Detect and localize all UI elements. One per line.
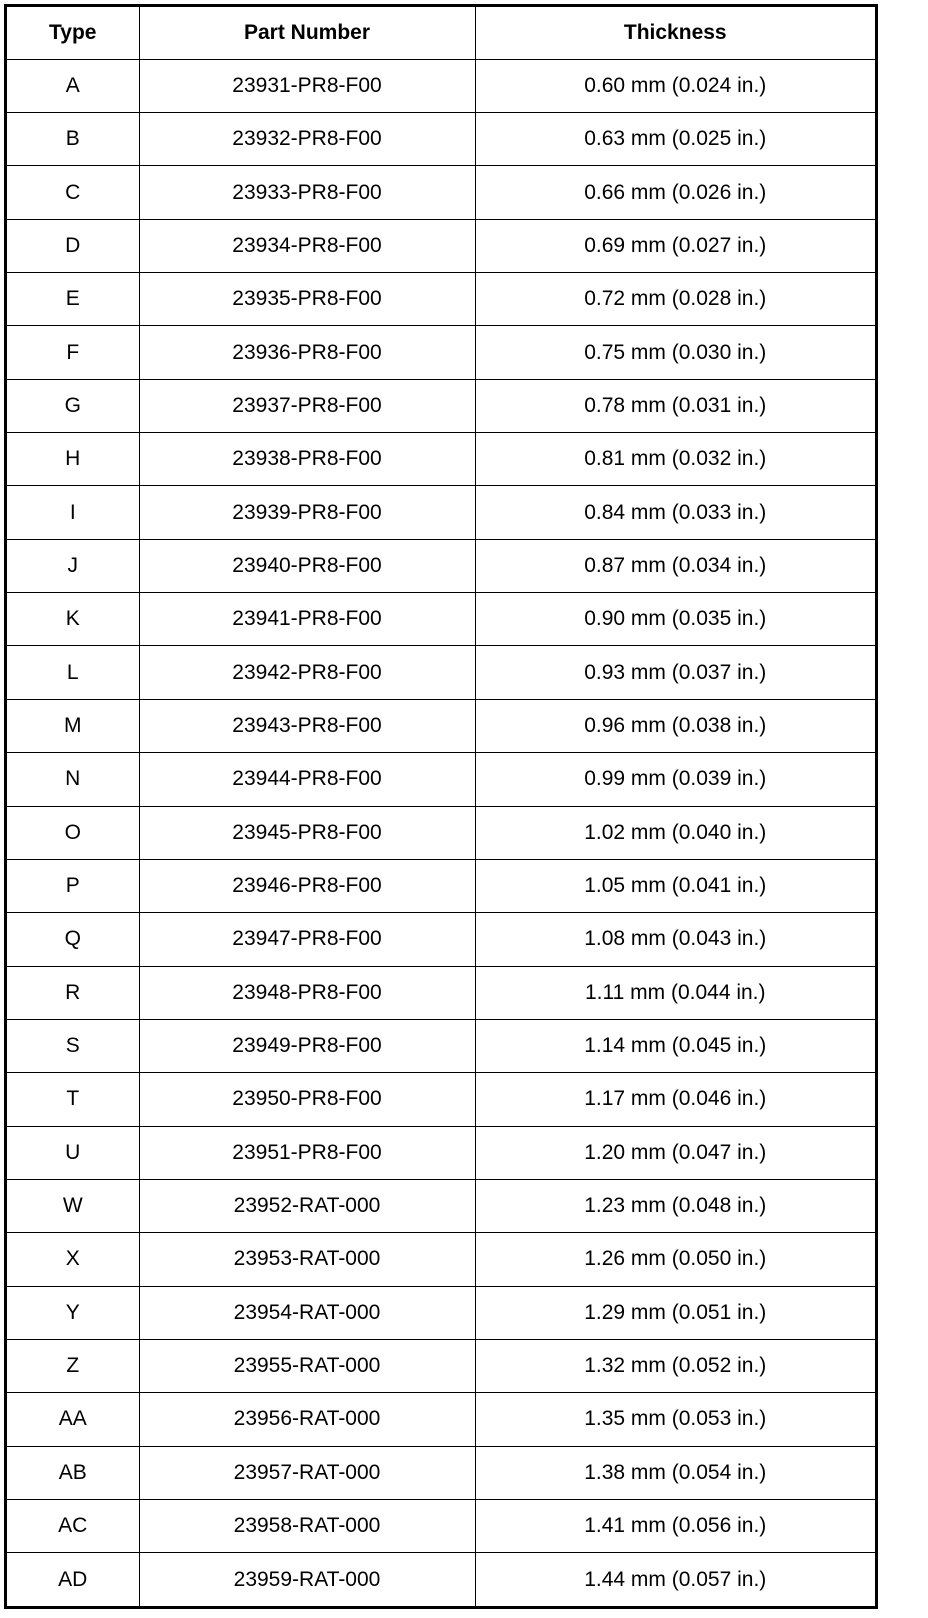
cell-part-number: 23939-PR8-F00 [139, 486, 475, 539]
cell-type: C [7, 166, 139, 219]
cell-thickness: 0.99 mm (0.039 in.) [475, 753, 875, 806]
table-row [7, 1499, 875, 1552]
table-row [7, 1286, 875, 1339]
cell-part-number: 23954-RAT-000 [139, 1286, 475, 1339]
cell-part-number: 23935-PR8-F00 [139, 273, 475, 326]
cell-type: S [7, 1019, 139, 1072]
cell-thickness: 1.32 mm (0.052 in.) [475, 1339, 875, 1392]
cell-thickness: 0.87 mm (0.034 in.) [475, 539, 875, 592]
cell-part-number: 23938-PR8-F00 [139, 433, 475, 486]
cell-part-number: 23951-PR8-F00 [139, 1126, 475, 1179]
table-row [7, 379, 875, 432]
cell-type: H [7, 433, 139, 486]
cell-thickness: 0.63 mm (0.025 in.) [475, 113, 875, 166]
table-row [7, 1339, 875, 1392]
cell-thickness: 1.02 mm (0.040 in.) [475, 806, 875, 859]
cell-thickness: 1.05 mm (0.041 in.) [475, 859, 875, 912]
cell-type: AD [7, 1553, 139, 1606]
table-row [7, 913, 875, 966]
cell-type: W [7, 1179, 139, 1232]
cell-part-number: 23953-RAT-000 [139, 1233, 475, 1286]
cell-type: X [7, 1233, 139, 1286]
cell-thickness: 0.90 mm (0.035 in.) [475, 593, 875, 646]
table-header-row [7, 7, 875, 59]
cell-type: Y [7, 1286, 139, 1339]
table-row [7, 59, 875, 112]
cell-part-number: 23933-PR8-F00 [139, 166, 475, 219]
cell-thickness: 1.41 mm (0.056 in.) [475, 1499, 875, 1552]
cell-thickness: 0.69 mm (0.027 in.) [475, 219, 875, 272]
column-header-part-number: Part Number [139, 7, 475, 59]
cell-thickness: 0.81 mm (0.032 in.) [475, 433, 875, 486]
cell-type: AA [7, 1393, 139, 1446]
table-row [7, 806, 875, 859]
cell-part-number: 23949-PR8-F00 [139, 1019, 475, 1072]
table-row [7, 1179, 875, 1232]
table-row [7, 113, 875, 166]
cell-type: K [7, 593, 139, 646]
table-row [7, 1019, 875, 1072]
cell-part-number: 23948-PR8-F00 [139, 966, 475, 1019]
table-row [7, 486, 875, 539]
cell-type: G [7, 379, 139, 432]
table-row [7, 1073, 875, 1126]
cell-type: O [7, 806, 139, 859]
table-row [7, 326, 875, 379]
cell-type: Z [7, 1339, 139, 1392]
table-row [7, 593, 875, 646]
cell-thickness: 1.44 mm (0.057 in.) [475, 1553, 875, 1606]
cell-part-number: 23937-PR8-F00 [139, 379, 475, 432]
column-header-type: Type [7, 7, 139, 59]
table-row [7, 433, 875, 486]
cell-type: T [7, 1073, 139, 1126]
cell-part-number: 23959-RAT-000 [139, 1553, 475, 1606]
table-row [7, 539, 875, 592]
cell-thickness: 1.38 mm (0.054 in.) [475, 1446, 875, 1499]
cell-type: AC [7, 1499, 139, 1552]
cell-thickness: 0.72 mm (0.028 in.) [475, 273, 875, 326]
table-row [7, 1126, 875, 1179]
table-row [7, 1233, 875, 1286]
cell-type: AB [7, 1446, 139, 1499]
cell-thickness: 0.96 mm (0.038 in.) [475, 699, 875, 752]
column-header-thickness: Thickness [475, 7, 875, 59]
cell-part-number: 23932-PR8-F00 [139, 113, 475, 166]
cell-type: B [7, 113, 139, 166]
cell-thickness: 1.23 mm (0.048 in.) [475, 1179, 875, 1232]
parts-table-frame [4, 4, 878, 1609]
cell-type: L [7, 646, 139, 699]
cell-thickness: 1.26 mm (0.050 in.) [475, 1233, 875, 1286]
cell-thickness: 1.29 mm (0.051 in.) [475, 1286, 875, 1339]
cell-thickness: 0.60 mm (0.024 in.) [475, 59, 875, 112]
cell-type: N [7, 753, 139, 806]
cell-part-number: 23936-PR8-F00 [139, 326, 475, 379]
cell-thickness: 0.78 mm (0.031 in.) [475, 379, 875, 432]
cell-type: I [7, 486, 139, 539]
table-row [7, 1553, 875, 1606]
table-row [7, 219, 875, 272]
cell-type: E [7, 273, 139, 326]
cell-part-number: 23957-RAT-000 [139, 1446, 475, 1499]
cell-thickness: 0.93 mm (0.037 in.) [475, 646, 875, 699]
cell-part-number: 23942-PR8-F00 [139, 646, 475, 699]
table-row [7, 966, 875, 1019]
cell-type: U [7, 1126, 139, 1179]
table-body [7, 59, 875, 1606]
table-row [7, 753, 875, 806]
cell-thickness: 1.14 mm (0.045 in.) [475, 1019, 875, 1072]
table-row [7, 1393, 875, 1446]
table-row [7, 699, 875, 752]
table-row [7, 166, 875, 219]
parts-table [7, 7, 875, 1606]
table-row [7, 646, 875, 699]
table-row [7, 859, 875, 912]
cell-part-number: 23950-PR8-F00 [139, 1073, 475, 1126]
cell-type: R [7, 966, 139, 1019]
cell-thickness: 1.35 mm (0.053 in.) [475, 1393, 875, 1446]
cell-type: A [7, 59, 139, 112]
cell-type: D [7, 219, 139, 272]
cell-thickness: 1.17 mm (0.046 in.) [475, 1073, 875, 1126]
cell-part-number: 23955-RAT-000 [139, 1339, 475, 1392]
cell-part-number: 23944-PR8-F00 [139, 753, 475, 806]
cell-part-number: 23943-PR8-F00 [139, 699, 475, 752]
cell-part-number: 23934-PR8-F00 [139, 219, 475, 272]
cell-thickness: 1.11 mm (0.044 in.) [475, 966, 875, 1019]
cell-thickness: 1.20 mm (0.047 in.) [475, 1126, 875, 1179]
cell-part-number: 23958-RAT-000 [139, 1499, 475, 1552]
cell-part-number: 23946-PR8-F00 [139, 859, 475, 912]
cell-part-number: 23956-RAT-000 [139, 1393, 475, 1446]
cell-thickness: 0.84 mm (0.033 in.) [475, 486, 875, 539]
cell-part-number: 23941-PR8-F00 [139, 593, 475, 646]
cell-part-number: 23945-PR8-F00 [139, 806, 475, 859]
table-row [7, 1446, 875, 1499]
cell-type: P [7, 859, 139, 912]
cell-part-number: 23940-PR8-F00 [139, 539, 475, 592]
cell-thickness: 0.66 mm (0.026 in.) [475, 166, 875, 219]
cell-thickness: 1.08 mm (0.043 in.) [475, 913, 875, 966]
cell-part-number: 23931-PR8-F00 [139, 59, 475, 112]
cell-type: F [7, 326, 139, 379]
cell-thickness: 0.75 mm (0.030 in.) [475, 326, 875, 379]
cell-type: Q [7, 913, 139, 966]
cell-part-number: 23947-PR8-F00 [139, 913, 475, 966]
cell-part-number: 23952-RAT-000 [139, 1179, 475, 1232]
cell-type: M [7, 699, 139, 752]
table-row [7, 273, 875, 326]
cell-type: J [7, 539, 139, 592]
